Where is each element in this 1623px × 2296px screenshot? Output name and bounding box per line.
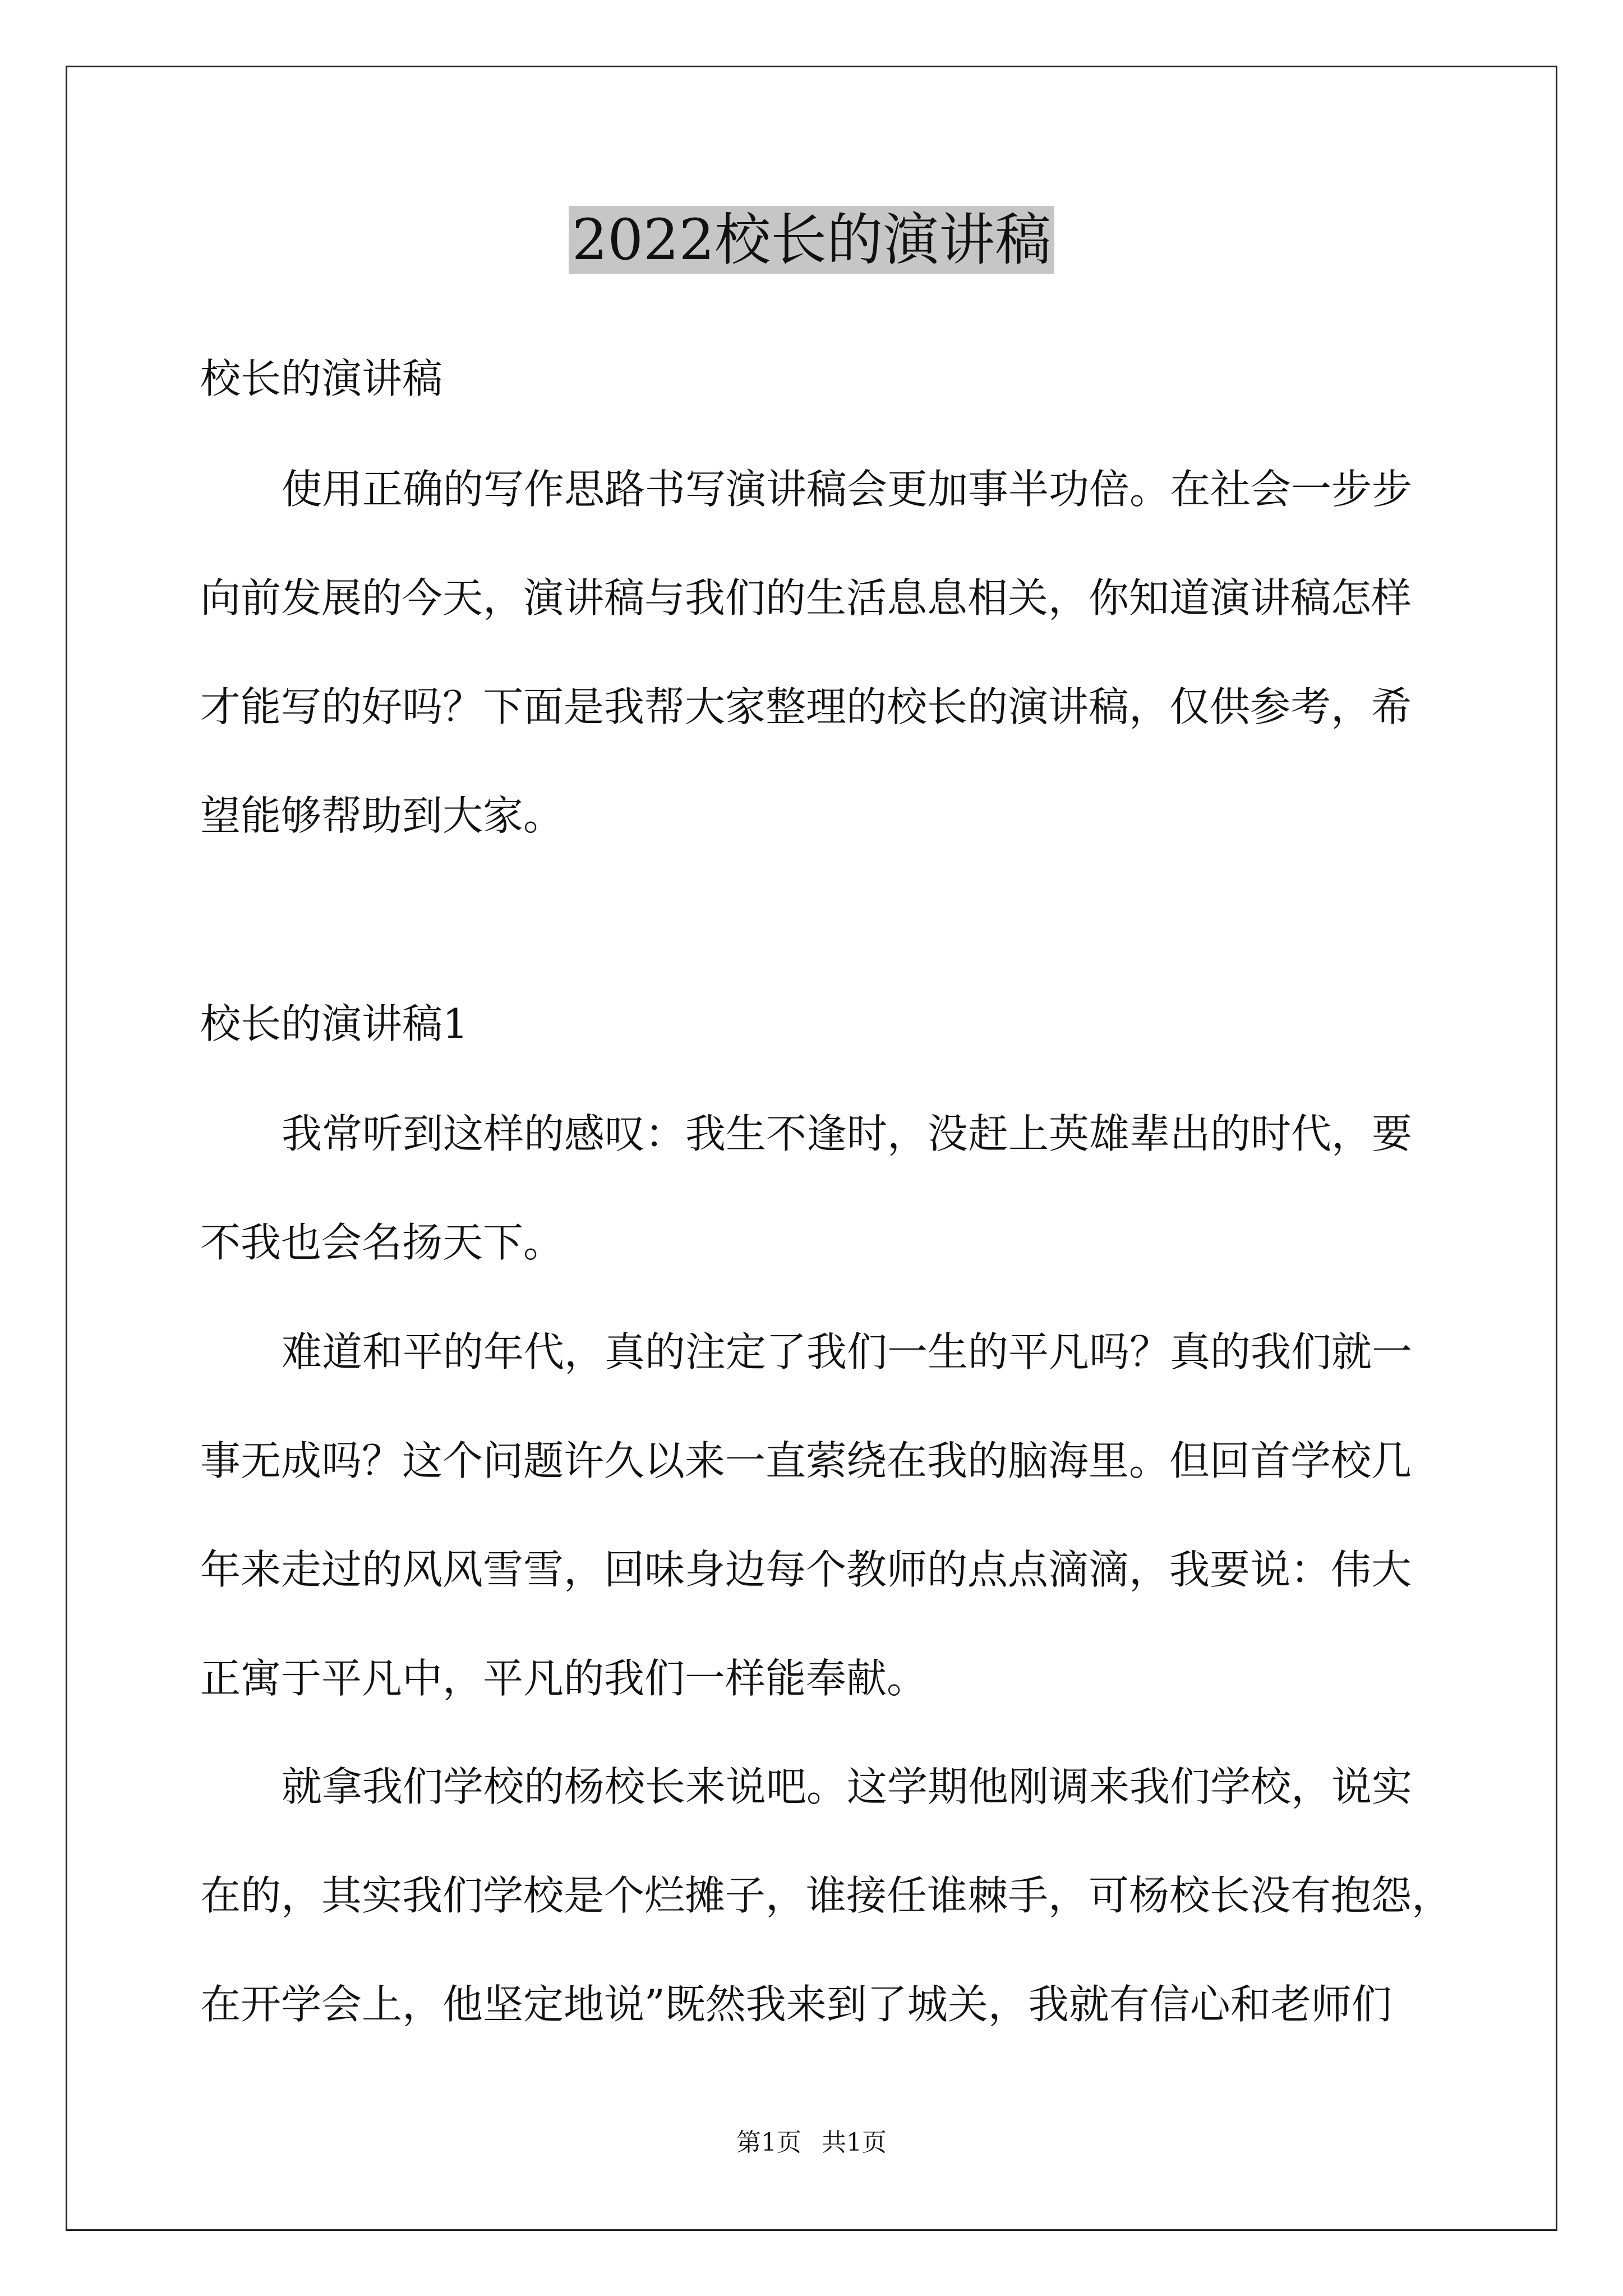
intro-heading: 校长的演讲稿 bbox=[200, 355, 443, 402]
page-number-footer: 第1页 共1页 bbox=[736, 2128, 887, 2157]
p3-line-2: 在的，其实我们学校是个烂摊子，谁接任谁棘手，可杨校长没有抱怨， bbox=[200, 1872, 1453, 1919]
p2-line-3: 年来走过的风风雪雪，回味身边每个教师的点点滴滴，我要说：伟大 bbox=[200, 1546, 1412, 1593]
document-title-text: 2022校长的演讲稿 bbox=[569, 206, 1055, 274]
intro-line-1: 使用正确的写作思路书写演讲稿会更加事半功倍。在社会一步步 bbox=[282, 466, 1413, 513]
section1-heading: 校长的演讲稿1 bbox=[200, 1000, 468, 1047]
document-title bbox=[0, 204, 1623, 277]
intro-line-4: 望能够帮助到大家。 bbox=[200, 792, 564, 839]
p3-line-1: 就拿我们学校的杨校长来说吧。这学期他刚调来我们学校，说实 bbox=[282, 1763, 1413, 1810]
p2-line-2: 事无成吗？这个问题许久以来一直萦绕在我的脑海里。但回首学校几 bbox=[200, 1437, 1412, 1484]
p2-line-1: 难道和平的年代，真的注定了我们一生的平凡吗？真的我们就一 bbox=[282, 1328, 1413, 1375]
p3-line-3: 在开学会上，他坚定地说”既然我来到了城关，我就有信心和老师们 bbox=[200, 1981, 1392, 2028]
p1-line-1: 我常听到这样的感叹：我生不逢时，没赶上英雄辈出的时代，要 bbox=[282, 1110, 1413, 1157]
intro-line-2: 向前发展的今天，演讲稿与我们的生活息息相关，你知道演讲稿怎样 bbox=[200, 574, 1412, 622]
intro-line-3: 才能写的好吗？下面是我帮大家整理的校长的演讲稿，仅供参考，希 bbox=[200, 683, 1412, 730]
p2-line-4: 正寓于平凡中，平凡的我们一样能奉献。 bbox=[200, 1655, 928, 1702]
p1-line-2: 不我也会名扬天下。 bbox=[200, 1219, 564, 1266]
